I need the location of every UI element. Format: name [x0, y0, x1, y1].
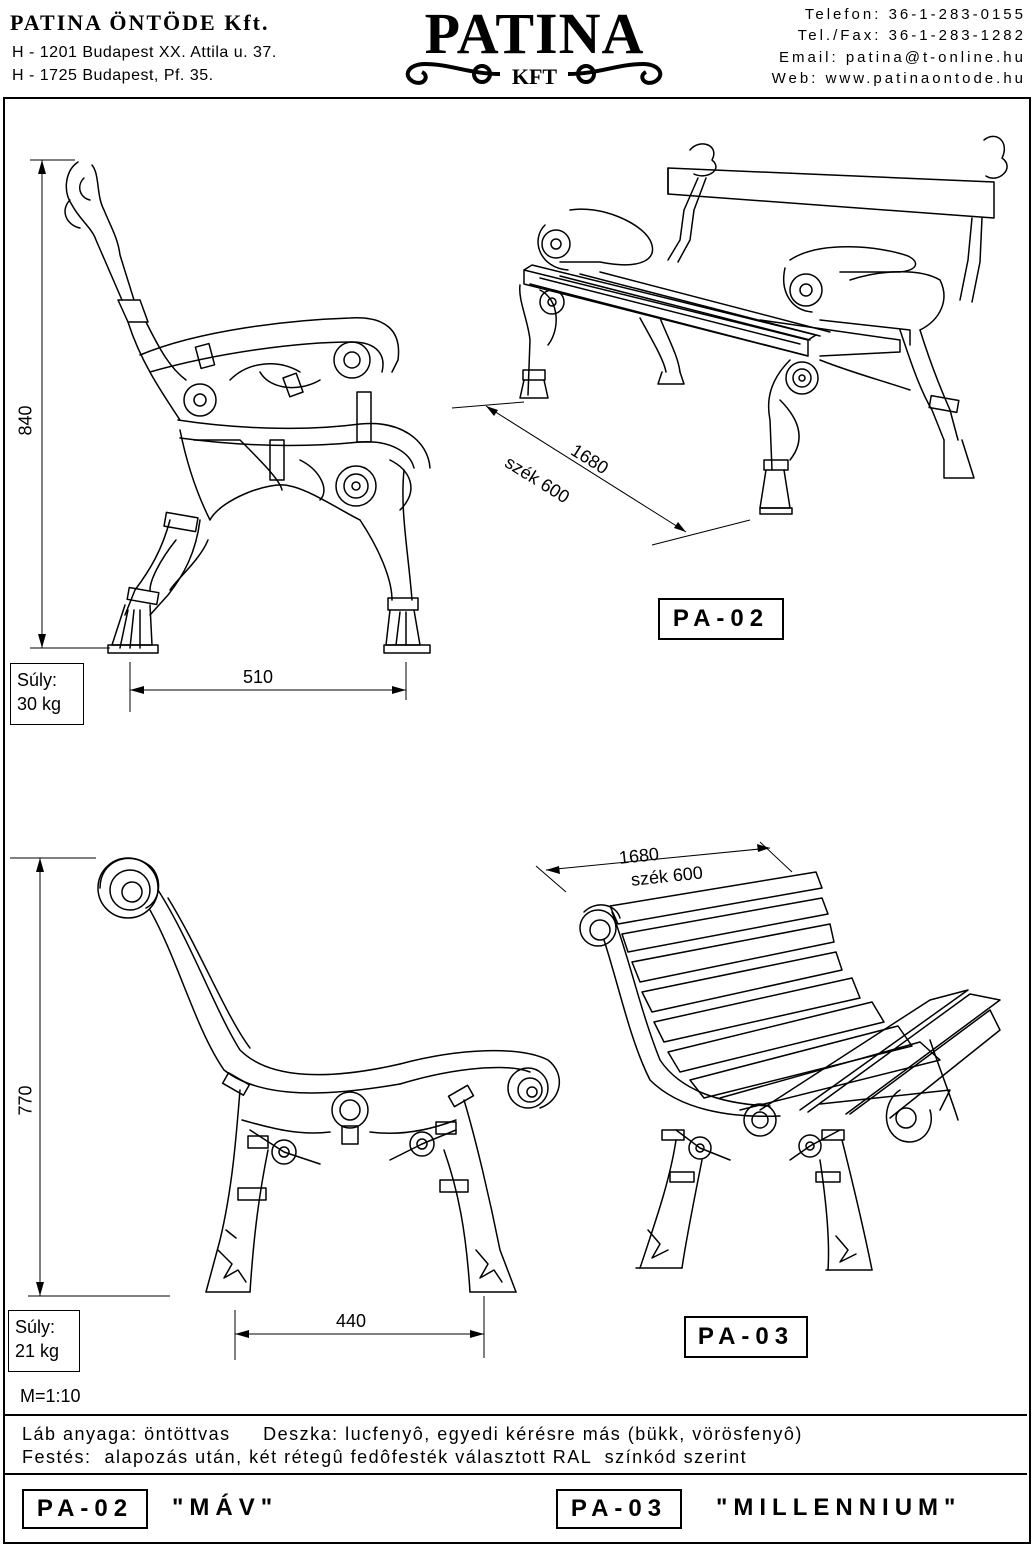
logo-subtitle: KFT	[511, 64, 558, 89]
spec-divider-top	[5, 1414, 1027, 1416]
logo-title: PATINA	[424, 1, 645, 66]
pa02-weight-value: 30 kg	[17, 694, 62, 714]
pa03-weight-box	[8, 1310, 80, 1372]
pa03-side-view	[98, 858, 559, 1292]
pa02-weight-box	[10, 663, 84, 725]
pa03-perspective-view	[580, 872, 1000, 1270]
spec-painting: Festés: alapozás után, két rétegû fedôfesték választott RAL színkód szerint	[22, 1447, 748, 1467]
pa03-depth-label: 440	[336, 1311, 367, 1331]
scale-note: M=1:10	[20, 1386, 81, 1406]
address-line-2: H - 1725 Budapest, Pf. 35.	[12, 67, 214, 84]
footer-name-pa03: "MILLENNIUM"	[716, 1494, 962, 1521]
phone: Telefon: 36-1-283-0155	[804, 6, 1026, 23]
company-name: PATINA ÖNTÖDE Kft.	[10, 10, 270, 35]
fax: Tel./Fax: 36-1-283-1282	[797, 27, 1026, 44]
pa03-code-box: PA-03	[684, 1316, 808, 1358]
pa02-code-box: PA-02	[658, 598, 784, 640]
pa03-weight-value: 21 kg	[15, 1341, 60, 1361]
spec-divider-bottom	[5, 1473, 1027, 1475]
footer-code-pa02: PA-02	[22, 1489, 148, 1529]
email: Email: patina@t-online.hu	[779, 49, 1026, 66]
pa03-height-label: 770	[15, 1085, 36, 1116]
address-line-1: H - 1201 Budapest XX. Attila u. 37.	[12, 44, 277, 61]
pa02-weight-label: Súly:	[17, 670, 58, 690]
pa02-depth-label: 510	[243, 667, 274, 687]
pa02-side-view	[65, 162, 430, 653]
footer-name-pa02: "MÁV"	[172, 1494, 279, 1521]
pa03-seat-label: szék 600	[630, 862, 704, 890]
pa02-length-label: 1680	[567, 440, 612, 479]
pa02-height-label: 840	[15, 405, 36, 436]
pa03-length-label: 1680	[618, 843, 660, 868]
pa02-seat-label: szék 600	[501, 452, 574, 508]
spec-material: Láb anyaga: öntöttvas Deszka: lucfenyô, egyedi kérésre más (bükk, vörösfenyô)	[22, 1424, 803, 1444]
footer-code-pa03: PA-03	[556, 1489, 682, 1529]
pa03-weight-label: Súly:	[15, 1317, 56, 1337]
website: Web: www.patinaontode.hu	[771, 70, 1026, 87]
